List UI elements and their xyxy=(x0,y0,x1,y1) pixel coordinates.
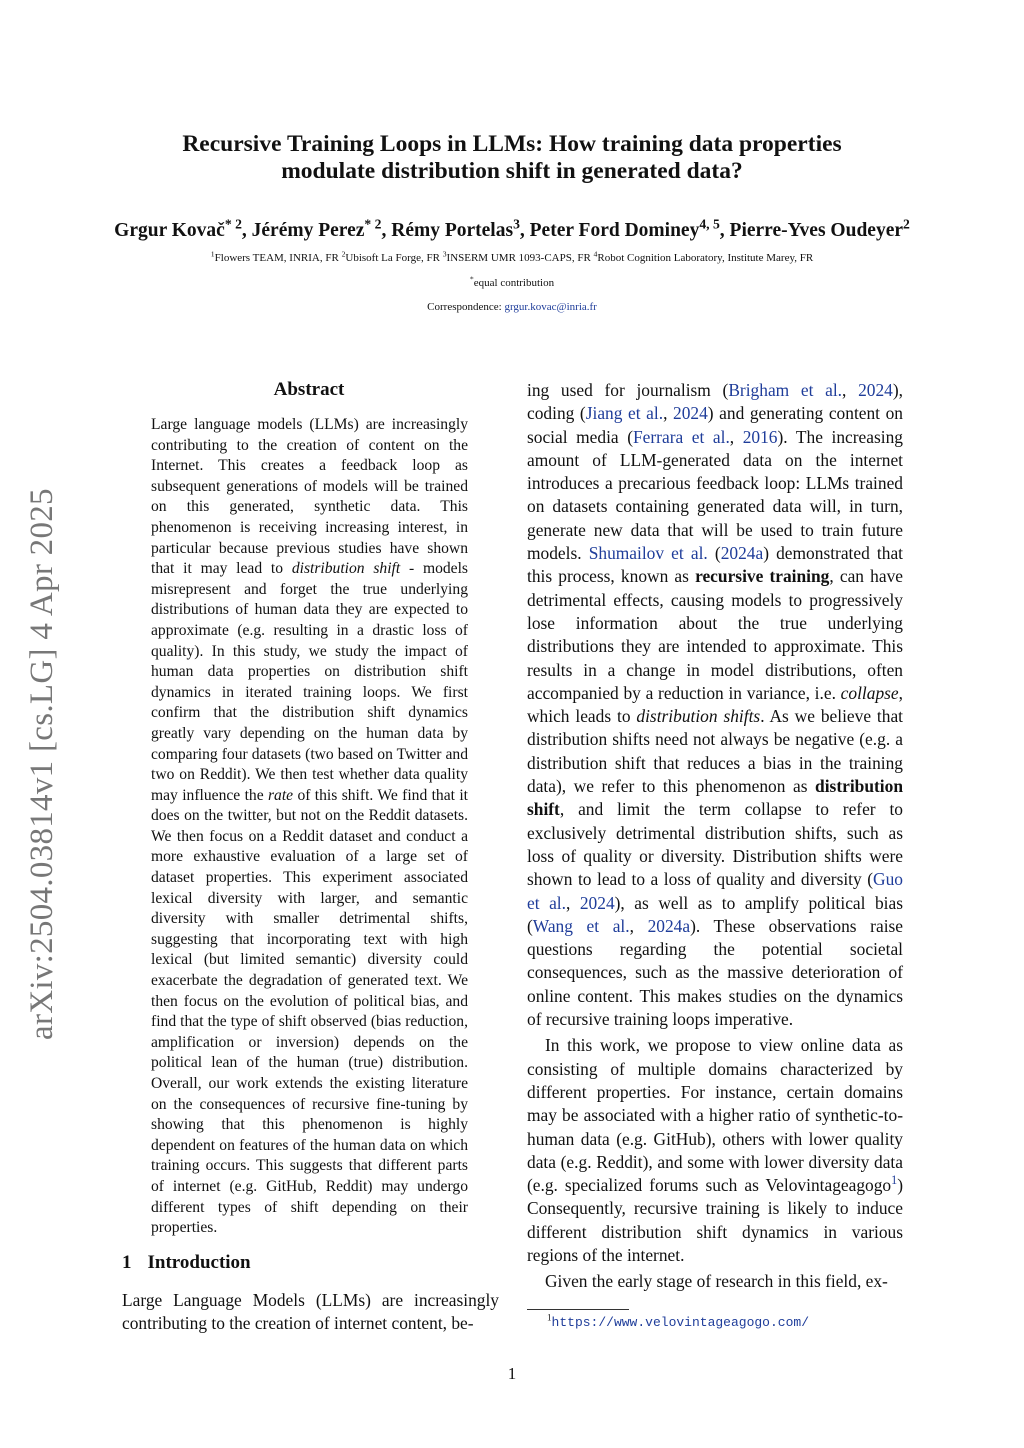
text: ), as well as to amplify political bias ( xyxy=(527,892,903,936)
footnote-rule xyxy=(527,1309,629,1310)
affiliation-mark: 1 xyxy=(210,249,215,259)
equal-contribution-note xyxy=(0,274,1024,289)
right-column xyxy=(527,379,903,1297)
text: ( xyxy=(707,543,721,564)
citation-link[interactable]: 2016 xyxy=(742,426,778,447)
footnote-mark: 1 xyxy=(547,1312,552,1323)
text: ing used for journalism ( xyxy=(527,380,729,400)
text: ) demonstrated that this process, known as xyxy=(527,543,903,587)
citation-link[interactable]: 2024 xyxy=(579,892,615,913)
author-name: Rémy Portelas$^3$ xyxy=(391,216,520,241)
citation-link[interactable]: 2024a xyxy=(720,543,764,564)
affiliation: Robot Cognition Laboratory, Institute Marey, FR xyxy=(597,252,814,264)
citation-link[interactable]: 2024 xyxy=(858,380,893,400)
affiliation-mark: 2 xyxy=(903,216,910,232)
text: . As we believe that distribution shifts need not always be negative (e.g. a distribution shift that reduces a bias in the training data), we refer to this phenomenon as xyxy=(527,706,903,797)
text: , xyxy=(842,380,859,400)
text: , xyxy=(729,426,743,447)
text: of this shift. We find that it does on the twitter, but not on the Reddit datasets. We then focus on a Reddit dataset and conduct a more exhaustive evaluation of a large set of dataset properties. This experiment associated lexical diversity with larger, and semantic diversity with smaller detrimental shifts, suggesting that incorporating text with high lexical (but limited semantic) diversity could exacerbate the degradation of generated text. We then focus on the evolution of political bias, and find that the type of shift observed (bias reduction, amplification or inversion) depends on the political lean of the human (true) distribution. Overall, our work extends the existing literature on the consequences of recursive fine-tuning by showing that this phenomenon is highly dependent on features of the human data on which training occurs. This suggests that different parts of internet (e.g. GitHub, Reddit) may undergo different types of shift depending on their properties. xyxy=(151,786,468,1237)
section-number: 1 xyxy=(122,1252,132,1273)
italic-term: rate xyxy=(267,786,294,804)
author-list: Grgur Kovač$^{* 2}$, Jérémy Perez$^{* 2}$, Rémy Portelas$^3$, Peter Ford Dominey$^{4, 5}$, Pierre-Yves Oudeyer$^2$ xyxy=(114,216,910,241)
author-name: Grgur Kovač$^{* 2}$ xyxy=(114,216,242,241)
text: , xyxy=(663,403,673,424)
title-line: Recursive Training Loops in LLMs: How training data properties xyxy=(182,131,842,157)
text: Large Language Models (LLMs) are increasingly contributing to the creation of internet content, be- xyxy=(122,1290,499,1334)
author-name: Peter Ford Dominey$^{4, 5}$ xyxy=(529,216,720,241)
affiliation-mark: 2 xyxy=(341,249,346,259)
paper-title xyxy=(0,131,1024,185)
affiliation-mark: 4, 5 xyxy=(699,216,720,232)
note-text: equal contribution xyxy=(473,277,555,289)
text: - models misrepresent and forget the true underlying distributions of human data they are expected to approximate (e.g. resulting in a drastic loss of quality). In this study, we study the impact of human data properties on distribution shift dynamics in iterated training loops. We first confirm that the distribution shift dynamics greatly vary depending on the human data by comparing four datasets (two based on Twitter and two on Reddit). We then test whether data quality may influence the xyxy=(151,560,468,804)
footnote xyxy=(547,1312,809,1330)
bold-term: recursive training xyxy=(695,566,830,587)
correspondence-label: Correspondence: xyxy=(427,301,502,313)
footnote-link[interactable]: https://www.velovintageagogo.com/ xyxy=(551,1315,809,1330)
citation-link[interactable]: Jiang et al. xyxy=(585,403,664,424)
arxiv-stamp: arXiv:2504.03814v1 [cs.LG] 4 Apr 2025 xyxy=(24,488,60,1040)
italic-term: distribution shift xyxy=(291,560,401,578)
citation-link[interactable]: 2024a xyxy=(647,915,691,936)
text: , and limit the term collapse to refer to exclusively detrimental distribution shifts, such as loss of quality or diversity. Distribution shifts were shown to lead to a loss of quality and diversity ( xyxy=(527,799,903,890)
text: ). These observations raise questions regarding the potential societal consequences, such as the massive deterioration of online content. This makes studies on the dynamics of recursive training loops imperative. xyxy=(527,915,904,1030)
text: , can have detrimental effects, causing models to progressively lose information about the true underlying distributions they are intended to approximate. This results in a change in model distributions, often accompanied by a reduction in variance, i.e. xyxy=(527,566,903,703)
affiliation-mark: 3 xyxy=(442,249,447,259)
text: ). The increasing amount of LLM-generated data on the internet introduces a precarious feedback loop: LLMs trained on datasets containing generated data will, in turn, generate new data that will be used to train future models. xyxy=(527,426,903,564)
text: , which leads to xyxy=(527,682,903,727)
section-heading xyxy=(122,1252,267,1274)
abstract-heading: Abstract xyxy=(273,379,345,400)
citation-link[interactable]: Wang et al. xyxy=(532,915,630,936)
email-link[interactable]: grgur.kovac@inria.fr xyxy=(504,301,597,313)
abstract-body xyxy=(151,415,468,1239)
citation-link[interactable]: Ferrara et al. xyxy=(633,426,730,447)
affiliation-mark: 4 xyxy=(593,249,598,259)
text: ) and generating content on social media ( xyxy=(527,403,903,447)
bold-term: distribution shift xyxy=(527,776,903,820)
text: Given the early stage of research in this field, ex- xyxy=(545,1271,888,1292)
affiliation-mark: * 2 xyxy=(224,216,242,232)
citation-link[interactable]: Brigham et al. xyxy=(728,380,843,400)
text: , xyxy=(565,892,580,913)
affiliation-mark: * 2 xyxy=(364,216,382,232)
affiliations xyxy=(0,249,1024,264)
author-name: Jérémy Perez$^{* 2}$ xyxy=(251,216,382,241)
footnote-mark: * xyxy=(469,274,474,284)
paragraph xyxy=(527,1270,903,1293)
page-number: 1 xyxy=(507,1364,517,1383)
affiliation: Flowers TEAM, INRIA, FR xyxy=(214,252,342,264)
correspondence xyxy=(0,301,1024,313)
citation-link[interactable]: Shumailov et al. xyxy=(588,543,708,564)
author-name: Pierre-Yves Oudeyer$^2$ xyxy=(729,216,910,241)
text: Large language models (LLMs) are increasingly contributing to the creation of content on the Internet. This creates a feedback loop as subsequent generations of models will be trained on this generated, synthetic data. This phenomenon is receiving increasing interest, in particular because previous studies have shown that it may lead to xyxy=(151,416,468,578)
paragraph xyxy=(527,379,903,1031)
text: ), coding ( xyxy=(527,380,903,424)
citation-link[interactable]: Guo et al. xyxy=(527,869,903,913)
intro-paragraph xyxy=(122,1289,499,1336)
paragraph xyxy=(527,1034,903,1267)
footnote-ref[interactable]: 1 xyxy=(891,1173,898,1188)
affiliation-mark: 3 xyxy=(513,216,520,232)
title-line: modulate distribution shift in generated data? xyxy=(281,158,743,184)
section-title: Introduction xyxy=(147,1252,251,1273)
text: In this work, we propose to view online data as consisting of multiple domains characterized by different properties. For instance, certain domains may be associated with a higher ratio of synthetic-to-human data (e.g. GitHub), others with lower quality data (e.g. Reddit), and some with lower diversity data (e.g. specialized forums such as Velovintageagogo xyxy=(527,1035,903,1196)
citation-link[interactable]: 2024 xyxy=(673,403,708,424)
italic-term: distribution shifts xyxy=(636,706,761,727)
italic-term: collapse xyxy=(840,682,899,703)
affiliation: Ubisoft La Forge, FR xyxy=(345,252,443,264)
affiliation: INSERM UMR 1093-CAPS, FR xyxy=(446,252,594,264)
text: ) Consequently, recursive training is likely to induce different distribution shift dynamics in various regions of the internet. xyxy=(527,1175,903,1265)
text: , xyxy=(629,915,648,936)
